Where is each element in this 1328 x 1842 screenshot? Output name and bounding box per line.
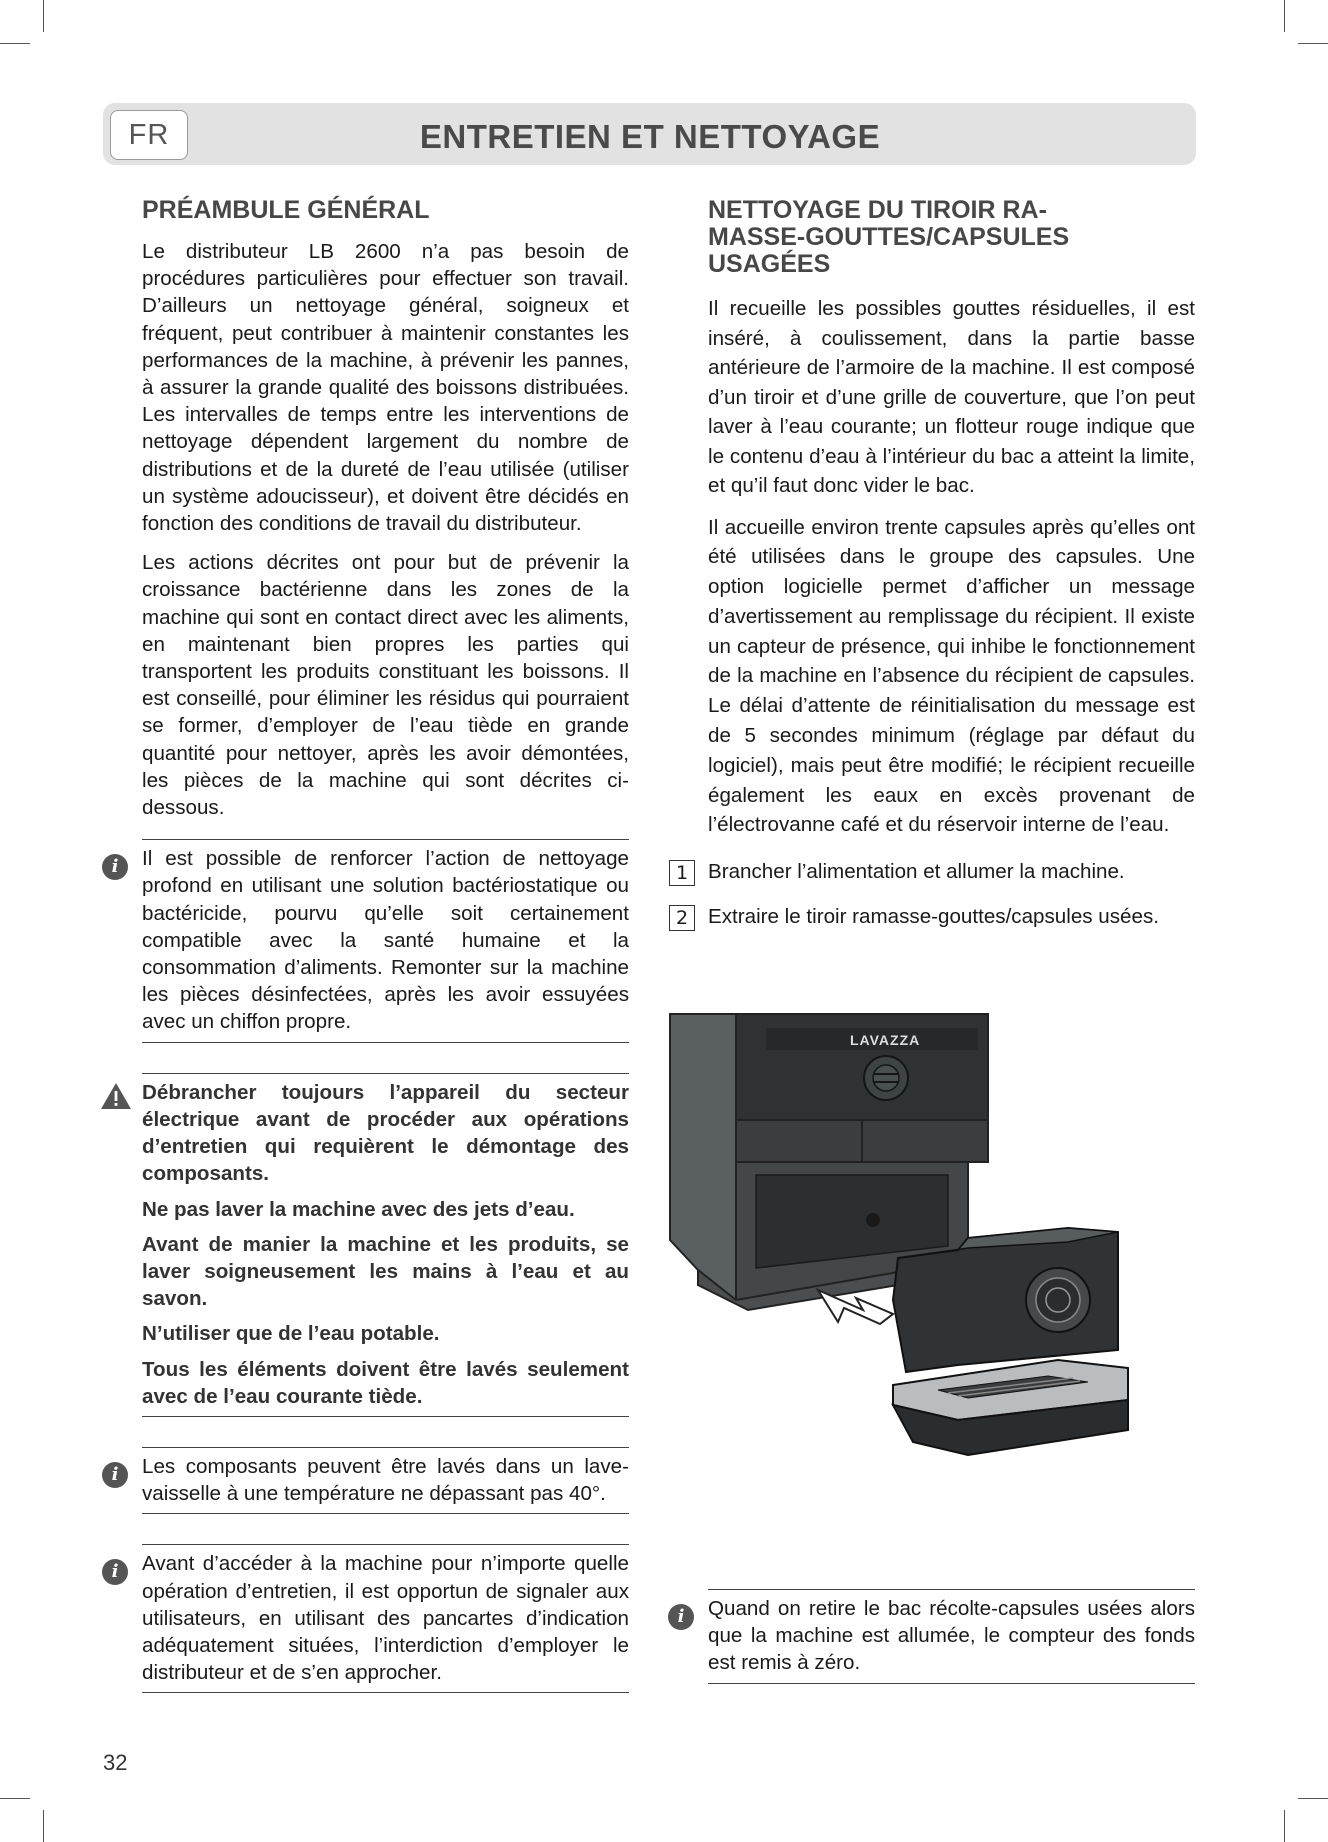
info-icon: i: [102, 1559, 128, 1585]
info-icon: i: [102, 854, 128, 880]
step-number: 2: [669, 905, 695, 931]
left-column: [111, 196, 629, 1693]
warning-text: Ne pas laver la machine avec des jets d’eau.: [142, 1197, 575, 1221]
step-number: 1: [669, 860, 695, 886]
crop-mark: [0, 1798, 30, 1799]
warning-text: Tous les éléments doivent être lavés seulement avec de l’eau courante tiède.: [142, 1357, 629, 1408]
crop-mark: [1284, 1810, 1285, 1842]
warning-note: [142, 1073, 629, 1417]
step-text: Extraire le tiroir ramasse-gouttes/capsules usées.: [708, 905, 1159, 929]
info-note: [111, 1447, 629, 1514]
warning-text: N’utiliser que de l’eau potable.: [142, 1322, 440, 1346]
warning-text: Avant de manier la machine et les produits, se laver soigneusement les mains à l’eau et au savon.: [142, 1232, 629, 1311]
step-item: [675, 903, 1195, 930]
info-note-text: Les composants peuvent être lavés dans un lave-vaisselle à une température ne dépassant pas 40°.: [142, 1454, 629, 1506]
language-badge: FR: [110, 110, 188, 160]
crop-mark: [43, 0, 44, 32]
section-heading-preambule: PRÉAMBULE GÉNÉRAL: [142, 196, 430, 224]
info-note-text: Quand on retire le bac récolte-capsules usées alors que la machine est allumée, le compteur des fonds est remis à zéro.: [708, 1597, 1195, 1675]
step-item: [675, 858, 1195, 885]
warning-text: Débrancher toujours l’appareil du secteur électrique avant de procéder aux opérations d’entretien qui requièrent le démontage des composants.: [142, 1080, 629, 1186]
crop-mark: [43, 1810, 44, 1842]
heading-line: MASSE-GOUTTES/CAPSULES USAGÉES: [708, 223, 1070, 278]
paragraph: Il recueille les possibles gouttes résiduelles, il est inséré, à coulissement, dans la partie basse antérieure de l’armoire de la machine. Il est composé d’un tiroir et d’une grille de couverture, que l’on peut laver à l’eau courante; un flotteur rouge indique que le contenu d’eau à l’intérieur du bac a atteint la limite, et qu’il faut donc vider le bac.: [708, 297, 1195, 497]
info-note: [111, 839, 629, 1042]
info-note: [111, 1544, 629, 1693]
crop-mark: [1298, 1798, 1328, 1799]
info-note: [677, 1589, 1195, 1684]
drip-tray-illustration: [668, 1010, 1198, 1500]
paragraph: Le distributeur LB 2600 n’a pas besoin de procédures particulières pour effectuer son travail. D’ailleurs un nettoyage général, soigneux et fréquent, peut contribuer à maintenir constantes les performances de la machine, à prévenir les pannes, à assurer la grande qualité des boissons distribuées. Les intervalles de temps entre les interventions de nettoyage dépendent largement du nombre de distributions et de la dureté de l’eau utilisée (utiliser un système adoucisseur), et doivent être décidés en fonction des conditions de travail du distributeur.: [142, 240, 629, 536]
step-text: Brancher l’alimentation et allumer la machine.: [708, 860, 1125, 884]
crop-mark: [1298, 43, 1328, 44]
page-title: ENTRETIEN ET NETTOYAGE: [419, 118, 881, 155]
page-number: 32: [103, 1750, 128, 1775]
crop-mark: [0, 43, 30, 44]
brand-logo: LAVAZZA: [850, 1032, 921, 1048]
paragraph: Il accueille environ trente capsules après qu’elles ont été utilisées dans le groupe des capsules. Une option logicielle permet d’afficher un message d’avertissement au remplissage du récipient. Il existe un capteur de présence, qui inhibe le fonctionnement de la machine en l’absence du récipient de capsules. Le délai d’attente de réinitialisation du message est de 5 secondes minimum (réglage par défaut du logiciel), mais peut être modifié; le récipient recueille également les eaux en excès provenant de l’électrovanne café et du réservoir interne de l’eau.: [708, 515, 1195, 837]
info-note-text: Avant d’accéder à la machine pour n’importe quelle opération d’entretien, il est opportun de signaler aux utilisateurs, en utilisant des pancartes d’indication adéquatement situées, l’interdiction d’employer le distributeur et de s’en approcher.: [142, 1552, 629, 1685]
paragraph: Les actions décrites ont pour but de prévenir la croissance bactérienne dans les zones de la machine qui sont en contact direct avec les aliments, en maintenant bien propres les parties qui transportent les produits constituant les boissons. Il est conseillé, pour éliminer les résidus qui pourraient se former, d’employer de l’eau tiède en grande quantité pour nettoyer, après les avoir démontées, les pièces de la machine qui sont décrites ci-dessous.: [142, 551, 629, 820]
right-column: [675, 196, 1195, 949]
info-icon: i: [102, 1462, 128, 1488]
heading-line: NETTOYAGE DU TIROIR RA-: [708, 196, 1047, 224]
info-icon: i: [668, 1604, 694, 1630]
section-heading-tiroir: [708, 197, 1195, 278]
warning-icon: [100, 1082, 132, 1110]
info-note-text: Il est possible de renforcer l’action de nettoyage profond en utilisant une solution bactériostatique ou bactéricide, pourvu qu’elle soit certainement compatible avec la santé humaine et la consommation d’aliments. Remonter sur la machine les pièces désinfectées, après les avoir essuyées avec un chiffon propre.: [142, 847, 629, 1034]
crop-mark: [1284, 0, 1285, 32]
